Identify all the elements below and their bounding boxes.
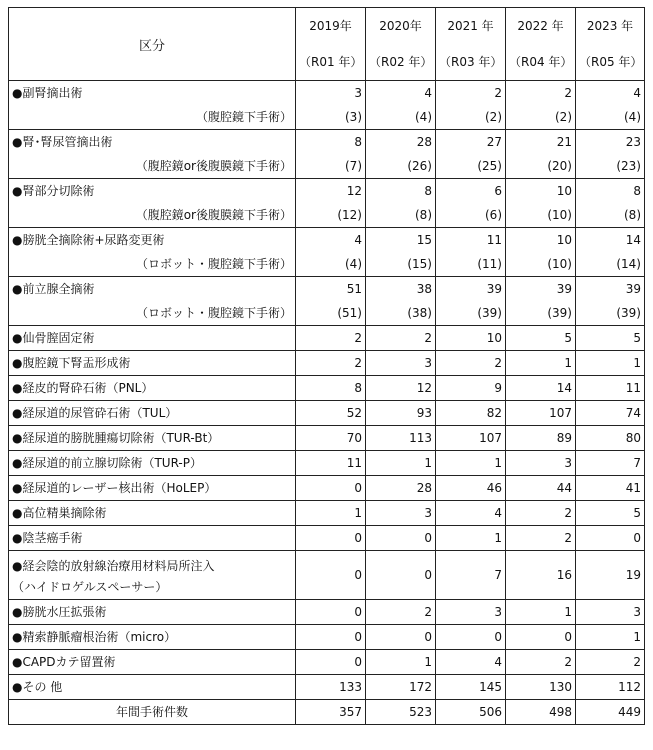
cell-value: 28 <box>366 476 436 501</box>
cell-value: 7 <box>576 451 645 476</box>
row-label: ●精索静脈瘤根治術（micro） <box>9 625 296 650</box>
cell-value: 0 <box>366 625 436 650</box>
total-value: 449 <box>576 700 645 725</box>
cell-value: 1 <box>366 451 436 476</box>
cell-subvalue: (15) <box>407 257 432 271</box>
cell-value: 1 <box>436 526 506 551</box>
total-value: 523 <box>366 700 436 725</box>
row-label: ●経尿道的尿管砕石術（TUL） <box>9 401 296 426</box>
row-sublabel: （腹腔鏡or後腹膜鏡下手術） <box>135 208 292 222</box>
cell-value: 1 <box>506 351 576 376</box>
row-label: ●腹腔鏡下腎盂形成術 <box>9 351 296 376</box>
cell-value: 2 <box>506 526 576 551</box>
cell-value: 12 <box>366 376 436 401</box>
cell-value: 89 <box>506 426 576 451</box>
cell-value: 14 <box>625 233 641 247</box>
cell-value: 93 <box>366 401 436 426</box>
cell-value: 0 <box>506 625 576 650</box>
cell-subvalue: (4) <box>624 110 641 124</box>
cell-value: 28 <box>416 135 432 149</box>
cell-subvalue: (2) <box>555 110 572 124</box>
cell-value: 1 <box>506 600 576 625</box>
cell-value: 130 <box>506 675 576 700</box>
cell-value: 1 <box>366 650 436 675</box>
cell-subvalue: (8) <box>624 208 641 222</box>
cell-value: 11 <box>576 376 645 401</box>
table-row <box>9 526 645 551</box>
row-label: ●経皮的腎砕石術（PNL） <box>9 376 296 401</box>
row-label: ●高位精巣摘除術 <box>9 501 296 526</box>
cell-value: 9 <box>436 376 506 401</box>
cell-value: 2 <box>564 86 572 100</box>
cell-value: 23 <box>625 135 641 149</box>
cell-value: 1 <box>576 351 645 376</box>
cell-subvalue: (3) <box>345 110 362 124</box>
cell-subvalue: (26) <box>407 159 432 173</box>
year-header: 2022 年 （R04 年） <box>506 8 576 81</box>
row-label: ●前立腺全摘術 <box>12 282 95 296</box>
table-row <box>9 600 645 625</box>
table-row <box>9 675 645 700</box>
cell-subvalue: (4) <box>345 257 362 271</box>
year-header: 2019年 （R01 年） <box>296 8 366 81</box>
cell-value: 0 <box>366 526 436 551</box>
cell-value: 5 <box>506 326 576 351</box>
header-row <box>9 8 645 81</box>
cell-value: 14 <box>506 376 576 401</box>
row-label: ●CAPDカテ留置術 <box>9 650 296 675</box>
cell-value: 10 <box>556 184 572 198</box>
cell-value: 11 <box>296 451 366 476</box>
table-row <box>9 81 645 130</box>
table-row <box>9 650 645 675</box>
cell-value: 133 <box>296 675 366 700</box>
cell-value: 5 <box>576 501 645 526</box>
cell-value: 2 <box>296 326 366 351</box>
cell-value: 11 <box>486 233 502 247</box>
table-row <box>9 551 645 600</box>
cell-value: 145 <box>436 675 506 700</box>
cell-value: 2 <box>296 351 366 376</box>
row-label: ●経尿道的レーザー核出術（HoLEP） <box>9 476 296 501</box>
cell-value: 1 <box>436 451 506 476</box>
cell-subvalue: (39) <box>616 306 641 320</box>
row-label: ●腎部分切除術 <box>12 184 95 198</box>
cell-value: 2 <box>436 351 506 376</box>
table-row <box>9 501 645 526</box>
cell-subvalue: (2) <box>485 110 502 124</box>
year-header: 2023 年 （R05 年） <box>576 8 645 81</box>
cell-value: 1 <box>576 625 645 650</box>
cell-subvalue: (4) <box>415 110 432 124</box>
cell-value: 2 <box>576 650 645 675</box>
table-row <box>9 376 645 401</box>
cell-value: 10 <box>436 326 506 351</box>
cell-value: 7 <box>436 551 506 600</box>
row-label: ●その 他 <box>9 675 296 700</box>
cell-value: 4 <box>436 650 506 675</box>
table-row <box>9 426 645 451</box>
cell-value: 3 <box>506 451 576 476</box>
cell-subvalue: (8) <box>415 208 432 222</box>
cell-value: 2 <box>506 501 576 526</box>
cell-subvalue: (20) <box>547 159 572 173</box>
cell-value: 15 <box>416 233 432 247</box>
cell-value: 4 <box>633 86 641 100</box>
table-row <box>9 401 645 426</box>
cell-value: 8 <box>354 135 362 149</box>
table-row <box>9 351 645 376</box>
cell-value: 0 <box>366 551 436 600</box>
row-sublabel: （ロボット・腹腔鏡下手術） <box>135 257 292 271</box>
year-header: 2021 年 （R03 年） <box>436 8 506 81</box>
category-header: 区分 <box>9 8 296 81</box>
row-label: ●仙骨膣固定術 <box>9 326 296 351</box>
cell-subvalue: (12) <box>337 208 362 222</box>
year-header: 2020年 （R02 年） <box>366 8 436 81</box>
cell-value: 51 <box>346 282 362 296</box>
table-row <box>9 476 645 501</box>
surgery-count-table <box>8 7 645 725</box>
cell-subvalue: (39) <box>547 306 572 320</box>
row-sublabel: （腹腔鏡下手術） <box>195 110 292 124</box>
table-row <box>9 277 645 326</box>
row-sublabel: （ハイドロゲルスペーサー） <box>12 579 168 594</box>
row-label: ●経尿道的前立腺切除術（TUR-P） <box>9 451 296 476</box>
cell-value: 10 <box>556 233 572 247</box>
table-row <box>9 326 645 351</box>
table-row <box>9 451 645 476</box>
row-label: ●副腎摘出術 <box>12 86 83 100</box>
row-label: ●経尿道的膀胱腫瘍切除術（TUR-Bt） <box>9 426 296 451</box>
cell-value: 0 <box>296 476 366 501</box>
cell-value: 2 <box>494 86 502 100</box>
cell-value: 0 <box>436 625 506 650</box>
table-row <box>9 625 645 650</box>
cell-value: 0 <box>296 600 366 625</box>
cell-value: 46 <box>436 476 506 501</box>
row-sublabel: （腹腔鏡or後腹膜鏡下手術） <box>135 159 292 173</box>
cell-subvalue: (10) <box>547 208 572 222</box>
cell-value: 4 <box>424 86 432 100</box>
cell-value: 0 <box>296 650 366 675</box>
cell-value: 41 <box>576 476 645 501</box>
row-label: ●腎･腎尿管摘出術 <box>12 135 113 149</box>
cell-value: 3 <box>366 501 436 526</box>
cell-value: 3 <box>366 351 436 376</box>
cell-subvalue: (11) <box>477 257 502 271</box>
row-label: ●膀胱全摘除術+尿路変更術 <box>12 233 165 247</box>
cell-value: 6 <box>494 184 502 198</box>
cell-value: 8 <box>424 184 432 198</box>
cell-value: 27 <box>486 135 502 149</box>
cell-value: 8 <box>296 376 366 401</box>
cell-value: 0 <box>296 625 366 650</box>
cell-subvalue: (14) <box>616 257 641 271</box>
cell-subvalue: (25) <box>477 159 502 173</box>
row-label: ●経会陰的放射線治療用材料局所注入 <box>12 558 215 573</box>
cell-value: 113 <box>366 426 436 451</box>
cell-value: 172 <box>366 675 436 700</box>
cell-value: 52 <box>296 401 366 426</box>
cell-value: 74 <box>576 401 645 426</box>
cell-value: 1 <box>296 501 366 526</box>
cell-value: 38 <box>416 282 432 296</box>
cell-value: 12 <box>346 184 362 198</box>
table-row <box>9 228 645 277</box>
cell-value: 82 <box>436 401 506 426</box>
row-label: ●陰茎癌手術 <box>9 526 296 551</box>
cell-value: 21 <box>556 135 572 149</box>
table-row <box>9 179 645 228</box>
cell-value: 39 <box>625 282 641 296</box>
cell-value: 112 <box>576 675 645 700</box>
table-row <box>9 130 645 179</box>
cell-value: 0 <box>296 526 366 551</box>
cell-value: 39 <box>556 282 572 296</box>
total-value: 357 <box>296 700 366 725</box>
cell-value: 2 <box>366 600 436 625</box>
cell-subvalue: (51) <box>337 306 362 320</box>
cell-subvalue: (10) <box>547 257 572 271</box>
total-value: 506 <box>436 700 506 725</box>
cell-subvalue: (7) <box>345 159 362 173</box>
cell-value: 107 <box>436 426 506 451</box>
cell-value: 4 <box>354 233 362 247</box>
cell-value: 44 <box>506 476 576 501</box>
cell-value: 2 <box>506 650 576 675</box>
cell-value: 8 <box>633 184 641 198</box>
cell-value: 16 <box>506 551 576 600</box>
total-value: 498 <box>506 700 576 725</box>
total-row <box>9 700 645 725</box>
cell-value: 107 <box>506 401 576 426</box>
row-label: ●膀胱水圧拡張術 <box>9 600 296 625</box>
cell-value: 3 <box>354 86 362 100</box>
cell-subvalue: (38) <box>407 306 432 320</box>
cell-value: 0 <box>576 526 645 551</box>
cell-subvalue: (6) <box>485 208 502 222</box>
cell-value: 3 <box>436 600 506 625</box>
cell-subvalue: (39) <box>477 306 502 320</box>
cell-value: 80 <box>576 426 645 451</box>
cell-subvalue: (23) <box>616 159 641 173</box>
cell-value: 5 <box>576 326 645 351</box>
cell-value: 19 <box>576 551 645 600</box>
cell-value: 39 <box>486 282 502 296</box>
row-sublabel: （ロボット・腹腔鏡下手術） <box>135 306 292 320</box>
cell-value: 0 <box>296 551 366 600</box>
cell-value: 70 <box>296 426 366 451</box>
cell-value: 2 <box>366 326 436 351</box>
total-label: 年間手術件数 <box>9 700 296 725</box>
cell-value: 3 <box>576 600 645 625</box>
cell-value: 4 <box>436 501 506 526</box>
